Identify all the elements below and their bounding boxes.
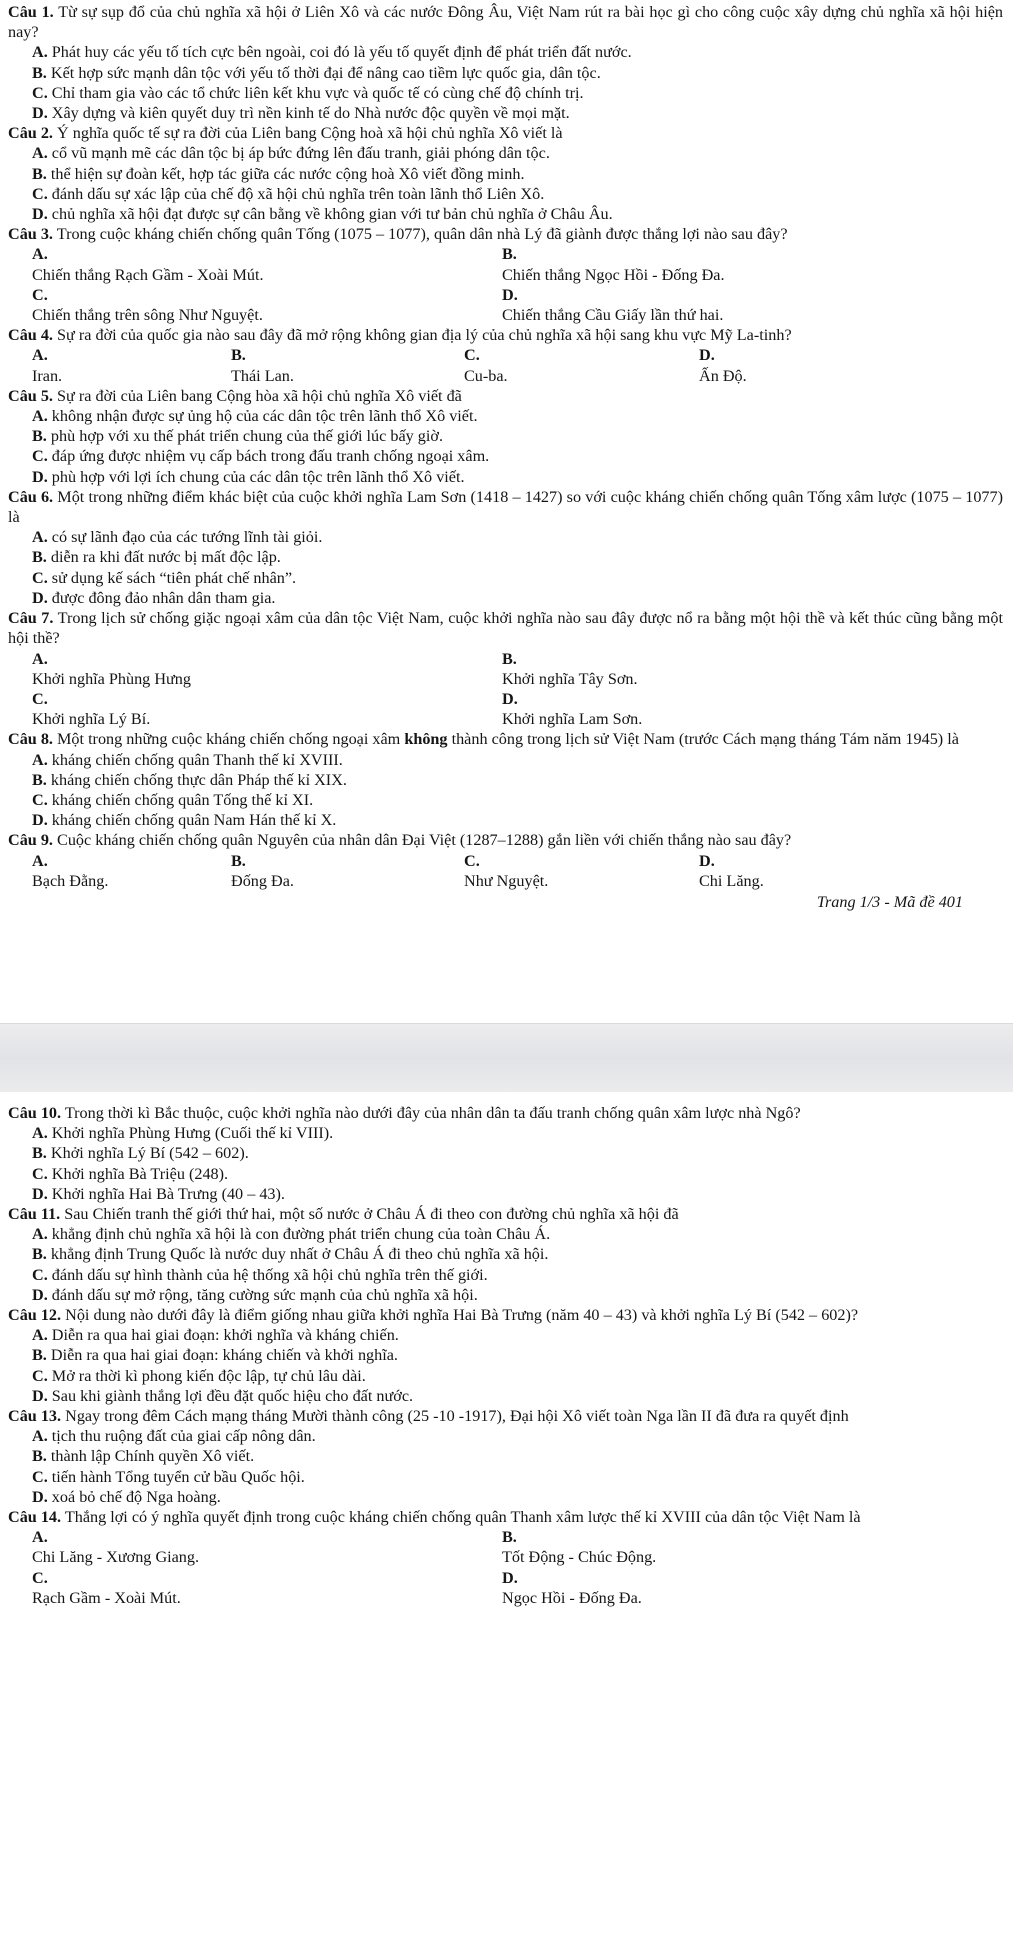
question-text: Thắng lợi có ý nghĩa quyết định trong cuộc kháng chiến chống quân Thanh xâm lược thế kỉ XVIII của dân tộc Việt Nam là (64, 1508, 861, 1527)
option-text: Khởi nghĩa Bà Triệu (248). (51, 1164, 229, 1183)
question-stem (8, 608, 1005, 648)
option-text: Chiến thắng Rạch Gầm - Xoài Mút. (32, 265, 264, 284)
option-key: C. (464, 851, 480, 870)
option-text: Kết hợp sức mạnh dân tộc với yếu tố thời đại để nâng cao tiềm lực quốc gia, dân tộc. (50, 63, 601, 82)
option-text: sử dụng kế sách “tiên phát chế nhân”. (51, 568, 297, 587)
option-key: C. (32, 1568, 48, 1587)
option-text: có sự lãnh đạo của các tướng lĩnh tài giỏi. (51, 528, 323, 547)
option-text: được đông đảo nhân dân tham gia. (51, 588, 276, 607)
option-text: chủ nghĩa xã hội đạt được sự cân bằng về không gian với tư bản chủ nghĩa ở Châu Âu. (51, 205, 613, 224)
question-number: Câu 13. (8, 1407, 62, 1426)
option-b (8, 1345, 1005, 1365)
question-2 (8, 123, 1005, 224)
question-number: Câu 7. (8, 609, 54, 628)
option-a (8, 1325, 1005, 1345)
question-number: Câu 11. (8, 1205, 61, 1224)
option-b (8, 1446, 1005, 1466)
option-c (8, 1265, 1005, 1285)
option-text: kháng chiến chống thực dân Pháp thế kỉ XIX. (50, 770, 347, 789)
option-key: B. (32, 770, 47, 789)
option-text: Như Nguyệt. (464, 871, 549, 890)
option-key: B. (32, 427, 47, 446)
option-a (32, 1527, 502, 1567)
question-number: Câu 14. (8, 1508, 62, 1527)
question-stem (8, 1507, 1005, 1527)
option-text: Khởi nghĩa Lý Bí (542 – 602). (50, 1144, 249, 1163)
option-key: A. (32, 346, 48, 365)
option-c (8, 184, 1005, 204)
option-c (32, 1568, 502, 1608)
option-c (8, 1164, 1005, 1184)
option-b (231, 851, 464, 891)
option-key: B. (231, 346, 246, 365)
option-text: Chiến thắng Ngọc Hồi - Đống Đa. (502, 265, 725, 284)
option-b (502, 244, 1005, 284)
option-key: C. (464, 346, 480, 365)
question-8 (8, 729, 1005, 830)
option-text: Diễn ra qua hai giai đoạn: khởi nghĩa và kháng chiến. (51, 1326, 399, 1345)
question-12 (8, 1305, 1005, 1406)
option-c (464, 345, 699, 385)
option-a (8, 1426, 1005, 1446)
option-key: C. (32, 689, 48, 708)
question-9 (8, 830, 1005, 891)
option-key: D. (32, 1184, 48, 1203)
option-c (8, 446, 1005, 466)
option-key: D. (699, 851, 715, 870)
option-key: B. (32, 1447, 47, 1466)
option-c (8, 83, 1005, 103)
options-grid (8, 851, 1005, 891)
option-text: Rạch Gầm - Xoài Mút. (32, 1588, 181, 1607)
question-number: Câu 1. (8, 3, 54, 21)
option-d (502, 285, 1005, 325)
option-text: tịch thu ruộng đất của giai cấp nông dân. (51, 1427, 316, 1446)
option-d (8, 810, 1005, 830)
option-text: không nhận được sự ủng hộ của các dân tộc trên lãnh thổ Xô viết. (51, 407, 478, 426)
page-separator (0, 1023, 1013, 1094)
option-text: Xây dựng và kiên quyết duy trì nền kinh tế do Nhà nước độc quyền về mọi mặt. (51, 104, 570, 123)
option-key: D. (32, 1487, 48, 1506)
exam-page-2 (0, 1092, 1013, 1933)
option-b (502, 649, 1005, 689)
question-stem (8, 2, 1005, 42)
option-key: A. (32, 1326, 48, 1345)
option-text: Chỉ tham gia vào các tổ chức liên kết khu vực và quốc tế có cùng chế độ chính trị. (51, 83, 584, 102)
option-text: Tốt Động - Chúc Động. (502, 1548, 657, 1567)
option-key: C. (32, 184, 48, 203)
option-key: A. (32, 1427, 48, 1446)
option-key: A. (32, 43, 48, 62)
option-text: phù hợp với lợi ích chung của các dân tộc trên lãnh thổ Xô viết. (51, 467, 465, 486)
option-text: kháng chiến chống quân Tống thế kỉ XI. (51, 790, 314, 809)
question-number: Câu 3. (8, 225, 53, 244)
question-number: Câu 8. (8, 730, 53, 749)
question-text: Sự ra đời của quốc gia nào sau đây đã mở rộng không gian địa lý của chủ nghĩa xã hội sang khu vực Mỹ La-tinh? (57, 326, 792, 345)
option-key: A. (32, 750, 48, 769)
option-text: khẳng định Trung Quốc là nước duy nhất ở Châu Á đi theo chủ nghĩa xã hội. (50, 1245, 549, 1264)
question-stem (8, 123, 1005, 143)
question-stem (8, 1204, 1005, 1224)
question-11 (8, 1204, 1005, 1305)
option-d (8, 467, 1005, 487)
option-d (699, 345, 1005, 385)
option-key: A. (32, 1124, 48, 1143)
option-text: thành lập Chính quyền Xô viết. (50, 1447, 255, 1466)
option-a (8, 750, 1005, 770)
option-text: Ấn Độ. (699, 366, 747, 385)
question-stem (8, 224, 1005, 244)
page-footer: Trang 1/3 - Mã đề 401 (816, 892, 963, 911)
option-text: Chiến thắng trên sông Như Nguyệt. (32, 306, 263, 325)
options-grid (8, 1527, 1005, 1608)
option-key: C. (32, 1265, 48, 1284)
question-number: Câu 5. (8, 386, 53, 405)
option-text: Khởi nghĩa Phùng Hưng (Cuối thế kỉ VIII). (51, 1124, 334, 1143)
option-d (8, 1285, 1005, 1305)
option-d (502, 689, 1005, 729)
question-text: Sự ra đời của Liên bang Cộng hòa xã hội chủ nghĩa Xô viết đã (57, 386, 462, 405)
option-a (32, 851, 231, 891)
option-d (699, 851, 1005, 891)
option-key: C. (32, 447, 48, 466)
page-1-content (0, 2, 1013, 912)
option-key: D. (32, 588, 48, 607)
question-stem (8, 325, 1005, 345)
option-key: C. (32, 790, 48, 809)
option-a (8, 527, 1005, 547)
question-number: Câu 10. (8, 1104, 62, 1122)
option-text: Bạch Đằng. (32, 871, 109, 890)
option-b (8, 164, 1005, 184)
option-key: C. (32, 83, 48, 102)
option-text: thể hiện sự đoàn kết, hợp tác giữa các nước cộng hoà Xô viết đồng minh. (50, 164, 525, 183)
option-a (32, 244, 502, 284)
question-5 (8, 386, 1005, 487)
option-key: A. (32, 851, 48, 870)
option-b (8, 547, 1005, 567)
option-d (8, 1386, 1005, 1406)
option-text: Chiến thắng Cầu Giấy lần thứ hai. (502, 306, 724, 325)
option-c (8, 790, 1005, 810)
option-text: Thái Lan. (231, 366, 294, 385)
option-key: B. (32, 1245, 47, 1264)
question-6 (8, 487, 1005, 608)
question-stem (8, 487, 1005, 527)
question-stem (8, 1305, 1005, 1325)
option-key: A. (32, 407, 48, 426)
question-negation: không (404, 730, 448, 749)
option-text: Diễn ra qua hai giai đoạn: kháng chiến và khởi nghĩa. (50, 1346, 398, 1365)
option-key: C. (32, 1366, 48, 1385)
option-key: D. (502, 1568, 518, 1587)
question-text: Sau Chiến tranh thế giới thứ hai, một số nước ở Châu Á đi theo con đường chủ nghĩa xã hội đã (64, 1205, 679, 1224)
question-number: Câu 4. (8, 326, 53, 345)
option-text: Sau khi giành thắng lợi đều đặt quốc hiệu cho đất nước. (51, 1386, 414, 1405)
option-key: A. (32, 144, 48, 163)
option-c (8, 1366, 1005, 1386)
option-key: B. (231, 851, 246, 870)
question-stem (8, 830, 1005, 850)
option-b (502, 1527, 1005, 1567)
option-c (8, 1467, 1005, 1487)
question-text: Cuộc kháng chiến chống quân Nguyên của nhân dân Đại Việt (1287–1288) gắn liền với chiến thắng nào sau đây? (57, 831, 792, 850)
option-c (32, 285, 502, 325)
option-a (8, 406, 1005, 426)
option-key: D. (32, 104, 48, 123)
option-b (8, 426, 1005, 446)
option-c (32, 689, 502, 729)
option-key: C. (32, 1164, 48, 1183)
question-stem (8, 1406, 1005, 1426)
option-key: B. (32, 63, 47, 82)
option-text: đánh dấu sự xác lập của chế độ xã hội chủ nghĩa trên toàn lãnh thổ Liên Xô. (51, 184, 545, 203)
option-text: Đống Đa. (231, 871, 294, 890)
option-text: đánh dấu sự mở rộng, tăng cường sức mạnh của chủ nghĩa xã hội. (51, 1285, 478, 1304)
question-3 (8, 224, 1005, 325)
option-d (8, 1487, 1005, 1507)
option-d (8, 103, 1005, 123)
question-13 (8, 1406, 1005, 1507)
option-c (464, 851, 699, 891)
option-key: B. (32, 1144, 47, 1163)
option-text: Ngọc Hồi - Đống Đa. (502, 1588, 642, 1607)
option-text: Mở ra thời kì phong kiến độc lập, tự chủ lâu dài. (51, 1366, 366, 1385)
option-text: kháng chiến chống quân Nam Hán thế kỉ X. (51, 811, 337, 830)
option-text: xoá bỏ chế độ Nga hoàng. (51, 1487, 221, 1506)
option-text: Khởi nghĩa Tây Sơn. (502, 669, 638, 688)
option-text: cổ vũ mạnh mẽ các dân tộc bị áp bức đứng lên đấu tranh, giải phóng dân tộc. (51, 144, 550, 163)
option-d (8, 1184, 1005, 1204)
option-key: D. (502, 285, 518, 304)
option-text: Chi Lăng - Xương Giang. (32, 1548, 200, 1567)
option-text: Cu-ba. (464, 366, 508, 385)
question-number: Câu 9. (8, 831, 53, 850)
question-text: Ngay trong đêm Cách mạng tháng Mười thành công (25 -10 -1917), Đại hội Xô viết toàn Nga lần II đã đưa ra quyết định (65, 1407, 849, 1426)
question-4 (8, 325, 1005, 386)
question-7 (8, 608, 1005, 729)
question-10 (8, 1103, 1005, 1204)
option-a (32, 345, 231, 385)
option-text: tiến hành Tổng tuyển cử bầu Quốc hội. (51, 1467, 305, 1486)
option-key: A. (32, 245, 48, 264)
option-text: phù hợp với xu thế phát triển chung của thế giới lúc bấy giờ. (50, 427, 443, 446)
option-text: khẳng định chủ nghĩa xã hội là con đường phát triển chung của toàn Châu Á. (51, 1225, 551, 1244)
question-1 (8, 2, 1005, 123)
option-text: Khởi nghĩa Lam Sơn. (502, 710, 643, 729)
option-a (8, 42, 1005, 62)
option-c (8, 568, 1005, 588)
question-number: Câu 12. (8, 1306, 62, 1325)
option-text: Phát huy các yếu tố tích cực bên ngoài, coi đó là yếu tố quyết định để phát triển đất nước. (51, 43, 632, 62)
question-text: Trong thời kì Bắc thuộc, cuộc khởi nghĩa nào dưới đây của nhân dân ta đấu tranh chống quân xâm lược nhà Ngô? (64, 1104, 801, 1122)
question-number: Câu 2. (8, 124, 53, 143)
option-key: D. (32, 1285, 48, 1304)
question-stem (8, 729, 1005, 749)
option-a (32, 649, 502, 689)
option-b (231, 345, 464, 385)
option-a (8, 1224, 1005, 1244)
option-b (8, 1143, 1005, 1163)
option-b (8, 63, 1005, 83)
option-text: đáp ứng được nhiệm vụ cấp bách trong đấu tranh chống ngoại xâm. (51, 447, 490, 466)
option-key: A. (32, 528, 48, 547)
question-text-after: thành công trong lịch sử Việt Nam (trước Cách mạng tháng Tám năm 1945) là (451, 730, 959, 749)
option-key: B. (502, 1528, 517, 1547)
option-b (8, 1244, 1005, 1264)
question-text-before: Một trong những cuộc kháng chiến chống ngoại xâm (57, 730, 401, 749)
question-number: Câu 6. (8, 487, 54, 506)
option-key: C. (32, 285, 48, 304)
option-key: B. (32, 164, 47, 183)
option-key: B. (32, 1346, 47, 1365)
page-2-content (0, 1103, 1013, 1608)
option-a (8, 143, 1005, 163)
question-text: Ý nghĩa quốc tế sự ra đời của Liên bang Cộng hoà xã hội chủ nghĩa Xô viết là (57, 124, 563, 143)
option-d (502, 1568, 1005, 1608)
question-text: Trong cuộc kháng chiến chống quân Tống (1075 – 1077), quân dân nhà Lý đã giành được thắng lợi nào sau đây? (56, 225, 788, 244)
option-text: kháng chiến chống quân Thanh thế kỉ XVIII. (51, 750, 343, 769)
option-b (8, 770, 1005, 790)
question-14 (8, 1507, 1005, 1608)
question-text: Từ sự sụp đổ của chủ nghĩa xã hội ở Liên Xô và các nước Đông Âu, Việt Nam rút ra bài học gì cho công cuộc xây dựng chủ nghĩa xã hội hiện nay? (8, 3, 1003, 42)
option-key: A. (32, 1225, 48, 1244)
option-key: D. (699, 346, 715, 365)
option-text: Iran. (32, 366, 63, 385)
option-text: diễn ra khi đất nước bị mất độc lập. (50, 548, 281, 567)
option-key: D. (32, 467, 48, 486)
option-a (8, 1123, 1005, 1143)
option-key: B. (502, 649, 517, 668)
option-text: Khởi nghĩa Hai Bà Trưng (40 – 43). (51, 1184, 285, 1203)
option-key: C. (32, 1467, 48, 1486)
option-key: A. (32, 1528, 48, 1547)
option-key: D. (32, 205, 48, 224)
option-text: đánh dấu sự hình thành của hệ thống xã hội chủ nghĩa trên thế giới. (51, 1265, 488, 1284)
option-key: D. (502, 689, 518, 708)
option-text: Chi Lăng. (699, 871, 764, 890)
option-d (8, 588, 1005, 608)
option-text: Khởi nghĩa Lý Bí. (32, 710, 151, 729)
option-text: Khởi nghĩa Phùng Hưng (32, 669, 191, 688)
option-key: A. (32, 649, 48, 668)
question-text: Nội dung nào dưới đây là điểm giống nhau giữa khởi nghĩa Hai Bà Trưng (năm 40 – 43) và khởi nghĩa Lý Bí (542 – 602)? (65, 1306, 859, 1325)
option-d (8, 204, 1005, 224)
option-key: B. (502, 245, 517, 264)
option-key: C. (32, 568, 48, 587)
option-key: B. (32, 548, 47, 567)
question-text: Một trong những điểm khác biệt của cuộc khởi nghĩa Lam Sơn (1418 – 1427) so với cuộc kháng chiến chống quân Tống xâm lược (1075 – 1077) là (8, 487, 1003, 527)
options-grid (8, 345, 1005, 385)
options-grid (8, 244, 1005, 325)
question-stem (8, 1103, 1005, 1123)
question-text: Trong lịch sử chống giặc ngoại xâm của dân tộc Việt Nam, cuộc khởi nghĩa nào sau đây được nổ ra bằng một hội thề và kết thúc cũng bằng một hội thề? (8, 609, 1003, 648)
option-key: D. (32, 1386, 48, 1405)
question-stem (8, 386, 1005, 406)
options-grid (8, 649, 1005, 730)
option-key: D. (32, 811, 48, 830)
